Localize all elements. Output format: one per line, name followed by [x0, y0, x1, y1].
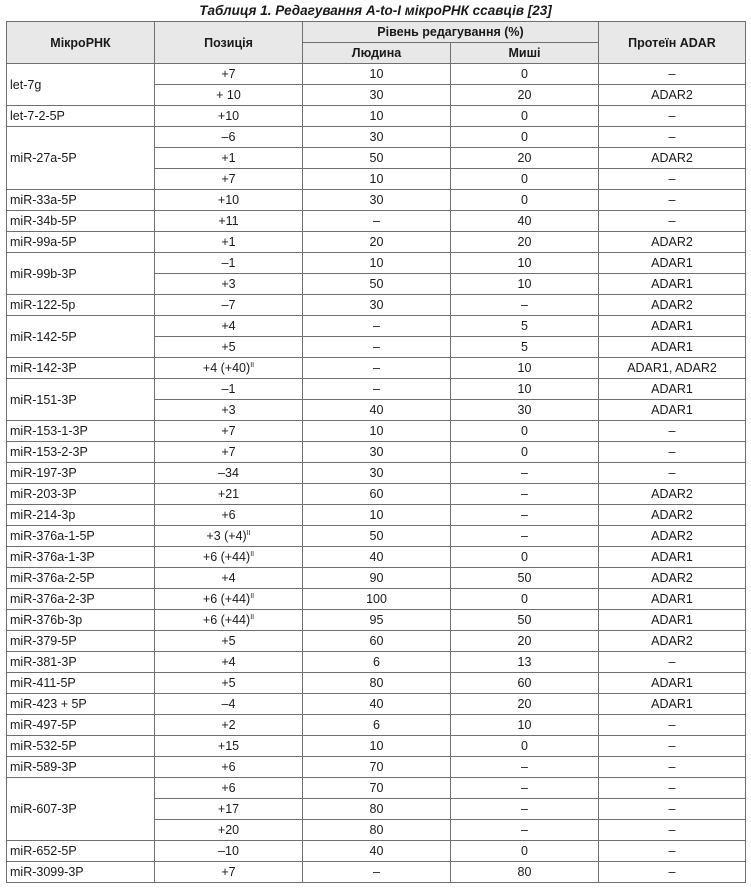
position-value: +7: [221, 172, 236, 186]
position-cell: [155, 862, 303, 883]
position-cell: [155, 106, 303, 127]
human-level-cell: 80: [303, 673, 451, 694]
mirna-name-cell: miR-27a-5P: [7, 127, 155, 190]
position-value: +21: [217, 487, 240, 501]
position-cell: [155, 841, 303, 862]
position-value: +3 (+4): [206, 529, 247, 543]
position-cell: [155, 190, 303, 211]
table-row: [7, 715, 746, 736]
position-value: +5: [221, 634, 236, 648]
position-cell: [155, 568, 303, 589]
adar-protein-cell: –: [599, 841, 746, 862]
table-caption: Таблиця 1. Редагування A-to-I мікроРНК ссавців [23]: [199, 3, 552, 18]
table-row: [7, 127, 746, 148]
human-level-cell: 70: [303, 778, 451, 799]
mirna-name-cell: miR-589-3P: [7, 757, 155, 778]
human-level-cell: 30: [303, 190, 451, 211]
human-level-cell: 50: [303, 526, 451, 547]
position-cell: [155, 547, 303, 568]
human-level-cell: 80: [303, 799, 451, 820]
human-level-cell: 30: [303, 442, 451, 463]
mouse-level-cell: 0: [451, 589, 599, 610]
position-value: –34: [218, 466, 239, 480]
adar-protein-cell: –: [599, 169, 746, 190]
human-level-cell: –: [303, 337, 451, 358]
position-value: +6: [221, 508, 236, 522]
mirna-name-cell: miR-151-3P: [7, 379, 155, 421]
table-row: [7, 736, 746, 757]
mouse-level-cell: 20: [451, 148, 599, 169]
position-value: +7: [221, 424, 236, 438]
table-row: [7, 610, 746, 631]
adar-protein-cell: ADAR1, ADAR2: [599, 358, 746, 379]
mouse-level-cell: –: [451, 505, 599, 526]
mouse-level-cell: 5: [451, 316, 599, 337]
human-level-cell: 90: [303, 568, 451, 589]
position-cell: [155, 694, 303, 715]
table-row: [7, 253, 746, 274]
mirna-name-cell: miR-376b-3p: [7, 610, 155, 631]
adar-protein-cell: ADAR2: [599, 568, 746, 589]
mirna-name-cell: let-7g: [7, 64, 155, 106]
position-cell: [155, 337, 303, 358]
position-cell: [155, 316, 303, 337]
table-row: [7, 694, 746, 715]
human-level-cell: 20: [303, 232, 451, 253]
mouse-level-cell: 40: [451, 211, 599, 232]
human-level-cell: 10: [303, 421, 451, 442]
human-level-cell: 70: [303, 757, 451, 778]
mouse-level-cell: –: [451, 778, 599, 799]
position-value: +5: [221, 676, 236, 690]
mouse-level-cell: 20: [451, 631, 599, 652]
position-cell: [155, 274, 303, 295]
adar-protein-cell: –: [599, 211, 746, 232]
mirna-name-cell: miR-376a-2-3P: [7, 589, 155, 610]
human-level-cell: 6: [303, 652, 451, 673]
human-level-cell: 60: [303, 484, 451, 505]
mirna-name-cell: miR-376a-2-5P: [7, 568, 155, 589]
human-level-cell: 50: [303, 148, 451, 169]
mouse-level-cell: 0: [451, 127, 599, 148]
mirna-name-cell: miR-376a-1-3P: [7, 547, 155, 568]
position-cell: [155, 127, 303, 148]
position-value: +6: [221, 781, 236, 795]
adar-protein-cell: –: [599, 421, 746, 442]
adar-protein-cell: ADAR1: [599, 379, 746, 400]
header-mirna: МікроРНК: [7, 22, 155, 64]
adar-protein-cell: ADAR2: [599, 631, 746, 652]
mirna-name-cell: miR-381-3P: [7, 652, 155, 673]
human-level-cell: 50: [303, 274, 451, 295]
adar-protein-cell: –: [599, 442, 746, 463]
mouse-level-cell: 10: [451, 253, 599, 274]
footnote-marker: II: [246, 530, 251, 537]
mouse-level-cell: 20: [451, 232, 599, 253]
mirna-editing-table: [6, 21, 746, 883]
position-cell: [155, 505, 303, 526]
human-level-cell: –: [303, 862, 451, 883]
human-level-cell: 80: [303, 820, 451, 841]
position-value: +10: [217, 193, 240, 207]
header-position: Позиція: [155, 22, 303, 64]
adar-protein-cell: ADAR1: [599, 547, 746, 568]
human-level-cell: 40: [303, 841, 451, 862]
adar-protein-cell: ADAR1: [599, 274, 746, 295]
mouse-level-cell: 0: [451, 736, 599, 757]
footnote-marker: II: [250, 593, 255, 600]
position-cell: [155, 295, 303, 316]
human-level-cell: –: [303, 379, 451, 400]
mouse-level-cell: 0: [451, 106, 599, 127]
adar-protein-cell: ADAR2: [599, 295, 746, 316]
position-cell: [155, 85, 303, 106]
position-value: +4: [221, 319, 236, 333]
position-cell: [155, 379, 303, 400]
mouse-level-cell: 0: [451, 442, 599, 463]
position-cell: [155, 358, 303, 379]
position-cell: [155, 169, 303, 190]
human-level-cell: 100: [303, 589, 451, 610]
adar-protein-cell: ADAR1: [599, 316, 746, 337]
human-level-cell: 10: [303, 253, 451, 274]
mouse-level-cell: 0: [451, 547, 599, 568]
human-level-cell: –: [303, 316, 451, 337]
position-value: +1: [221, 151, 236, 165]
adar-protein-cell: –: [599, 715, 746, 736]
human-level-cell: 60: [303, 631, 451, 652]
mouse-level-cell: –: [451, 463, 599, 484]
header-human: Людина: [303, 43, 451, 64]
human-level-cell: 40: [303, 694, 451, 715]
adar-protein-cell: ADAR2: [599, 505, 746, 526]
adar-protein-cell: ADAR1: [599, 589, 746, 610]
position-cell: [155, 484, 303, 505]
mouse-level-cell: –: [451, 799, 599, 820]
position-cell: [155, 589, 303, 610]
adar-protein-cell: –: [599, 799, 746, 820]
mirna-name-cell: miR-652-5P: [7, 841, 155, 862]
adar-protein-cell: ADAR2: [599, 85, 746, 106]
adar-protein-cell: –: [599, 736, 746, 757]
adar-protein-cell: ADAR2: [599, 484, 746, 505]
position-value: +6: [221, 760, 236, 774]
table-row: [7, 379, 746, 400]
table-row: [7, 757, 746, 778]
mouse-level-cell: 0: [451, 169, 599, 190]
adar-protein-cell: –: [599, 757, 746, 778]
human-level-cell: 40: [303, 400, 451, 421]
table-row: [7, 505, 746, 526]
adar-protein-cell: ADAR1: [599, 337, 746, 358]
mirna-name-cell: miR-3099-3P: [7, 862, 155, 883]
position-cell: [155, 799, 303, 820]
human-level-cell: 10: [303, 169, 451, 190]
position-value: +15: [217, 739, 240, 753]
adar-protein-cell: ADAR1: [599, 253, 746, 274]
human-level-cell: 10: [303, 106, 451, 127]
position-value: +7: [221, 67, 236, 81]
mouse-level-cell: 0: [451, 421, 599, 442]
adar-protein-cell: ADAR1: [599, 610, 746, 631]
header-editing-level: Рівень редагування (%): [303, 22, 599, 43]
mirna-name-cell: miR-379-5P: [7, 631, 155, 652]
table-row: [7, 778, 746, 799]
position-value: +6 (+44): [202, 550, 251, 564]
table-row: [7, 358, 746, 379]
adar-protein-cell: –: [599, 778, 746, 799]
table-row: [7, 442, 746, 463]
table-body: [7, 64, 746, 883]
mirna-name-cell: miR-153-1-3P: [7, 421, 155, 442]
human-level-cell: 30: [303, 127, 451, 148]
mirna-name-cell: miR-122-5p: [7, 295, 155, 316]
mirna-name-cell: let-7-2-5P: [7, 106, 155, 127]
position-cell: [155, 736, 303, 757]
table-row: [7, 589, 746, 610]
table-row: [7, 421, 746, 442]
adar-protein-cell: –: [599, 190, 746, 211]
human-level-cell: 10: [303, 64, 451, 85]
position-cell: [155, 421, 303, 442]
position-value: +1: [221, 235, 236, 249]
position-value: –6: [221, 130, 236, 144]
adar-protein-cell: –: [599, 463, 746, 484]
position-value: +2: [221, 718, 236, 732]
position-value: +11: [218, 214, 239, 228]
position-cell: [155, 463, 303, 484]
mouse-level-cell: 13: [451, 652, 599, 673]
mirna-name-cell: miR-197-3P: [7, 463, 155, 484]
position-value: +4: [221, 571, 236, 585]
table-row: [7, 484, 746, 505]
adar-protein-cell: ADAR1: [599, 673, 746, 694]
position-value: +4: [221, 655, 236, 669]
table-row: [7, 568, 746, 589]
adar-protein-cell: –: [599, 862, 746, 883]
table-row: [7, 862, 746, 883]
position-value: + 10: [216, 88, 241, 102]
header-adar-protein: Протеїн ADAR: [599, 22, 746, 64]
position-value: +7: [221, 445, 236, 459]
position-cell: [155, 232, 303, 253]
mirna-name-cell: miR-33a-5P: [7, 190, 155, 211]
table-row: [7, 547, 746, 568]
mouse-level-cell: 0: [451, 64, 599, 85]
mouse-level-cell: 30: [451, 400, 599, 421]
mouse-level-cell: –: [451, 526, 599, 547]
human-level-cell: –: [303, 358, 451, 379]
position-value: +10: [217, 109, 240, 123]
human-level-cell: 30: [303, 295, 451, 316]
position-value: +5: [221, 340, 236, 354]
mouse-level-cell: 20: [451, 85, 599, 106]
adar-protein-cell: –: [599, 652, 746, 673]
table-row: [7, 211, 746, 232]
mirna-name-cell: miR-497-5P: [7, 715, 155, 736]
footnote-marker: II: [250, 362, 255, 369]
mirna-name-cell: miR-142-3P: [7, 358, 155, 379]
position-cell: [155, 610, 303, 631]
adar-protein-cell: –: [599, 64, 746, 85]
position-value: +20: [217, 823, 240, 837]
adar-protein-cell: ADAR1: [599, 694, 746, 715]
position-cell: [155, 715, 303, 736]
human-level-cell: 10: [303, 505, 451, 526]
table-row: [7, 232, 746, 253]
position-value: –1: [221, 382, 236, 396]
mouse-level-cell: –: [451, 757, 599, 778]
human-level-cell: 30: [303, 85, 451, 106]
human-level-cell: 10: [303, 736, 451, 757]
mirna-name-cell: miR-532-5P: [7, 736, 155, 757]
mouse-level-cell: 10: [451, 358, 599, 379]
position-value: +4 (+40): [202, 361, 251, 375]
adar-protein-cell: ADAR2: [599, 526, 746, 547]
position-value: –7: [221, 298, 236, 312]
mouse-level-cell: 5: [451, 337, 599, 358]
mouse-level-cell: 10: [451, 715, 599, 736]
header-mouse: Миші: [451, 43, 599, 64]
mirna-name-cell: miR-99b-3P: [7, 253, 155, 295]
human-level-cell: –: [303, 211, 451, 232]
mouse-level-cell: 10: [451, 274, 599, 295]
position-value: +3: [221, 403, 236, 417]
position-cell: [155, 757, 303, 778]
mouse-level-cell: 60: [451, 673, 599, 694]
position-cell: [155, 673, 303, 694]
position-value: –4: [221, 697, 236, 711]
mouse-level-cell: 50: [451, 568, 599, 589]
mirna-name-cell: miR-203-3P: [7, 484, 155, 505]
mouse-level-cell: 20: [451, 694, 599, 715]
human-level-cell: 40: [303, 547, 451, 568]
mouse-level-cell: 0: [451, 841, 599, 862]
human-level-cell: 30: [303, 463, 451, 484]
table-row: [7, 64, 746, 85]
adar-protein-cell: ADAR2: [599, 232, 746, 253]
position-cell: [155, 64, 303, 85]
table-row: [7, 841, 746, 862]
mirna-name-cell: miR-99a-5P: [7, 232, 155, 253]
mirna-name-cell: miR-411-5P: [7, 673, 155, 694]
adar-protein-cell: –: [599, 106, 746, 127]
position-value: +17: [217, 802, 240, 816]
position-value: –10: [218, 844, 239, 858]
table-row: [7, 673, 746, 694]
position-value: +3: [221, 277, 236, 291]
position-value: +6 (+44): [202, 592, 251, 606]
position-cell: [155, 148, 303, 169]
position-cell: [155, 652, 303, 673]
mirna-name-cell: miR-214-3p: [7, 505, 155, 526]
human-level-cell: 95: [303, 610, 451, 631]
table-row: [7, 652, 746, 673]
mouse-level-cell: 80: [451, 862, 599, 883]
mouse-level-cell: 50: [451, 610, 599, 631]
table-row: [7, 463, 746, 484]
position-cell: [155, 631, 303, 652]
table-row: [7, 631, 746, 652]
mirna-name-cell: miR-153-2-3P: [7, 442, 155, 463]
human-level-cell: 6: [303, 715, 451, 736]
mirna-name-cell: miR-423 + 5P: [7, 694, 155, 715]
position-cell: [155, 778, 303, 799]
mouse-level-cell: –: [451, 295, 599, 316]
position-value: +6 (+44): [202, 613, 251, 627]
position-value: +7: [221, 865, 236, 879]
position-cell: [155, 820, 303, 841]
table-row: [7, 526, 746, 547]
table-row: [7, 295, 746, 316]
position-cell: [155, 211, 303, 232]
mirna-name-cell: miR-376a-1-5P: [7, 526, 155, 547]
mouse-level-cell: 0: [451, 190, 599, 211]
mirna-name-cell: miR-142-5P: [7, 316, 155, 358]
position-cell: [155, 526, 303, 547]
table-row: [7, 316, 746, 337]
mouse-level-cell: 10: [451, 379, 599, 400]
mouse-level-cell: –: [451, 484, 599, 505]
mirna-name-cell: miR-607-3P: [7, 778, 155, 841]
footnote-marker: II: [250, 614, 255, 621]
adar-protein-cell: ADAR2: [599, 148, 746, 169]
position-cell: [155, 253, 303, 274]
position-cell: [155, 442, 303, 463]
mouse-level-cell: –: [451, 820, 599, 841]
footnote-marker: II: [250, 551, 255, 558]
table-row: [7, 106, 746, 127]
table-row: [7, 190, 746, 211]
adar-protein-cell: ADAR1: [599, 400, 746, 421]
adar-protein-cell: –: [599, 127, 746, 148]
adar-protein-cell: –: [599, 820, 746, 841]
position-cell: [155, 400, 303, 421]
mirna-name-cell: miR-34b-5P: [7, 211, 155, 232]
position-value: –1: [221, 256, 236, 270]
